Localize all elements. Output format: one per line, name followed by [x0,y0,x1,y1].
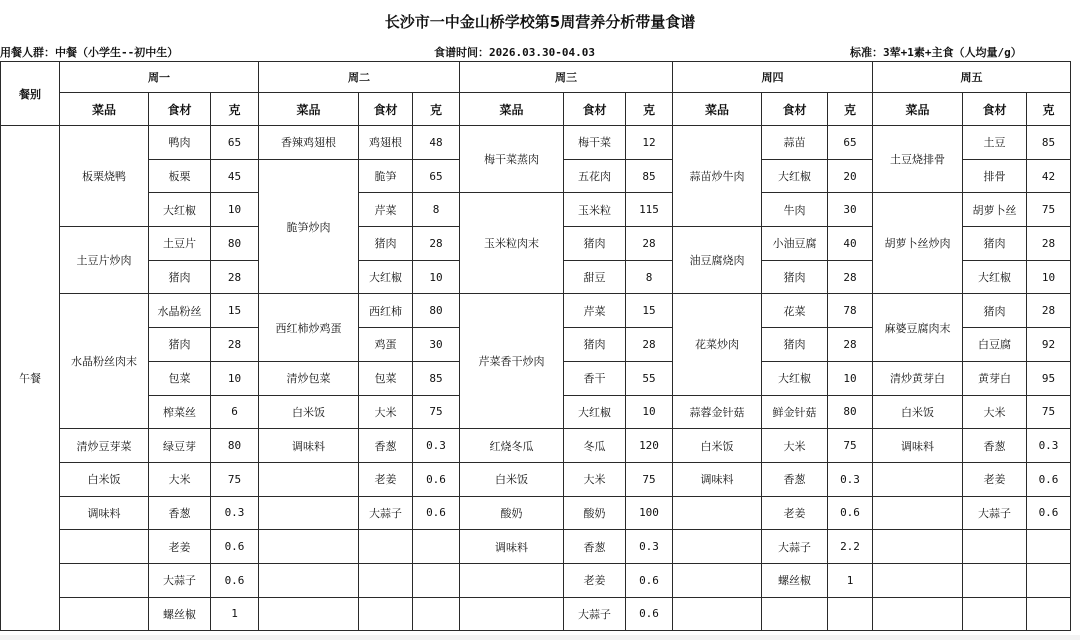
dish-cell: 白米饭 [259,395,359,429]
ingredient-cell: 牛肉 [762,193,828,227]
dish-cell: 麻婆豆腐肉末 [873,294,963,361]
weekly-menu-table [0,61,1071,631]
ingredient-cell: 大红椒 [762,361,828,395]
ingredient-cell: 芹菜 [564,294,626,328]
ingredient-cell: 老姜 [564,563,626,597]
dish-cell: 调味料 [259,429,359,463]
table-row [1,530,1071,564]
grams-cell: 0.3 [626,530,673,564]
grams-cell: 1 [828,563,873,597]
ingredient-cell: 猪肉 [359,227,413,261]
ingredient-cell: 鸭肉 [149,126,211,160]
table-row [1,462,1071,496]
day-header: 周二 [259,62,460,93]
dish-cell [259,530,359,564]
grams-column-header: 克 [828,93,873,126]
grams-cell: 48 [413,126,460,160]
grams-cell [413,563,460,597]
dish-cell [259,462,359,496]
dish-cell: 白米饭 [673,429,762,463]
dish-cell [60,597,149,631]
dish-cell [460,563,564,597]
dish-cell: 梅干菜蒸肉 [460,126,564,193]
column-header-row [1,93,1071,126]
dish-cell: 板栗烧鸭 [60,126,149,227]
grams-cell [1027,530,1071,564]
dish-cell: 芹菜香干炒肉 [460,294,564,429]
ingredient-cell: 白豆腐 [963,328,1027,362]
ingredient-cell: 大蒜子 [963,496,1027,530]
ingredient-cell [963,597,1027,631]
ingredient-cell: 香葱 [359,429,413,463]
ingredient-cell: 螺丝椒 [762,563,828,597]
grams-cell: 75 [828,429,873,463]
grams-cell: 75 [1027,395,1071,429]
ingredient-cell: 老姜 [963,462,1027,496]
ingredient-cell: 大米 [149,462,211,496]
ingredient-cell: 水晶粉丝 [149,294,211,328]
ingredient-cell: 梅干菜 [564,126,626,160]
table-row [1,193,1071,227]
grams-cell: 80 [211,429,259,463]
diner-group-label: 用餐人群：中餐（小学生--初中生） [0,46,179,59]
grams-cell: 0.6 [1027,496,1071,530]
dish-cell: 花菜炒肉 [673,294,762,395]
grams-cell: 42 [1027,159,1071,193]
ingredient-cell: 大蒜子 [564,597,626,631]
dish-cell: 胡萝卜丝炒肉 [873,193,963,294]
dish-cell: 调味料 [460,530,564,564]
dish-cell [873,462,963,496]
grams-cell: 0.6 [413,462,460,496]
ingredient-column-header: 食材 [149,93,211,126]
ingredient-cell: 香葱 [149,496,211,530]
dish-cell [873,530,963,564]
ingredient-cell: 大蒜子 [149,563,211,597]
grams-cell: 10 [413,260,460,294]
dish-column-header: 菜品 [873,93,963,126]
grams-cell: 45 [211,159,259,193]
dish-cell [60,530,149,564]
dish-cell [673,563,762,597]
ingredient-cell: 大蒜子 [762,530,828,564]
grams-cell: 55 [626,361,673,395]
grams-cell: 0.6 [626,563,673,597]
grams-cell: 85 [1027,126,1071,160]
table-row [1,563,1071,597]
ingredient-cell: 榨菜丝 [149,395,211,429]
sheet-bottom-edge [0,635,1080,640]
grams-cell: 0.6 [413,496,460,530]
ingredient-column-header: 食材 [762,93,828,126]
ingredient-cell: 胡萝卜丝 [963,193,1027,227]
grams-cell: 20 [828,159,873,193]
grams-cell: 10 [211,361,259,395]
table-row [1,597,1071,631]
dish-cell: 清炒豆芽菜 [60,429,149,463]
dish-cell: 油豆腐烧肉 [673,227,762,294]
ingredient-cell: 花菜 [762,294,828,328]
dish-cell [259,597,359,631]
grams-cell: 28 [211,260,259,294]
grams-column-header: 克 [1027,93,1071,126]
ingredient-column-header: 食材 [564,93,626,126]
table-row [1,126,1071,160]
grams-cell: 10 [626,395,673,429]
ingredient-cell: 大米 [963,395,1027,429]
portion-standard-label: 标准：3荤+1素+主食（人均量/g） [850,46,1022,59]
menu-date-label: 食谱时间：2026.03.30-04.03 [434,46,595,59]
grams-cell: 10 [828,361,873,395]
grams-cell: 100 [626,496,673,530]
grams-cell: 75 [1027,193,1071,227]
ingredient-cell: 大红椒 [762,159,828,193]
grams-cell: 80 [828,395,873,429]
grams-cell: 6 [211,395,259,429]
grams-cell: 65 [413,159,460,193]
ingredient-cell: 大红椒 [359,260,413,294]
dish-cell: 红烧冬瓜 [460,429,564,463]
grams-column-header: 克 [211,93,259,126]
dish-cell [60,563,149,597]
dish-cell: 酸奶 [460,496,564,530]
ingredient-cell [963,563,1027,597]
ingredient-cell: 鲜金针菇 [762,395,828,429]
ingredient-cell: 酸奶 [564,496,626,530]
dish-column-header: 菜品 [259,93,359,126]
dish-cell: 土豆烧排骨 [873,126,963,193]
grams-cell: 28 [828,328,873,362]
ingredient-cell: 土豆片 [149,227,211,261]
ingredient-cell: 大米 [564,462,626,496]
ingredient-cell: 玉米粒 [564,193,626,227]
ingredient-cell: 芹菜 [359,193,413,227]
grams-cell [413,530,460,564]
grams-cell [828,597,873,631]
table-row [1,429,1071,463]
grams-cell: 12 [626,126,673,160]
grams-cell: 1 [211,597,259,631]
grams-cell: 0.3 [413,429,460,463]
ingredient-cell: 西红柿 [359,294,413,328]
grams-cell: 28 [211,328,259,362]
day-header: 周三 [460,62,673,93]
ingredient-cell: 猪肉 [762,260,828,294]
ingredient-cell: 大米 [359,395,413,429]
ingredient-cell: 绿豆芽 [149,429,211,463]
grams-cell: 0.3 [1027,429,1071,463]
dish-cell: 土豆片炒肉 [60,227,149,294]
grams-cell: 0.3 [211,496,259,530]
grams-cell: 85 [413,361,460,395]
dish-cell: 脆笋炒肉 [259,159,359,294]
meal-name-cell: 午餐 [1,126,60,631]
grams-cell: 92 [1027,328,1071,362]
grams-cell: 28 [626,227,673,261]
grams-cell: 0.6 [211,563,259,597]
grams-cell: 65 [211,126,259,160]
grams-cell: 80 [413,294,460,328]
meal-column-header: 餐别 [1,62,60,126]
ingredient-cell: 板栗 [149,159,211,193]
grams-cell: 75 [626,462,673,496]
grams-cell: 78 [828,294,873,328]
ingredient-cell: 包菜 [359,361,413,395]
dish-cell [460,597,564,631]
dish-cell: 蒜苗炒牛肉 [673,126,762,227]
grams-cell: 0.6 [828,496,873,530]
grams-cell: 0.6 [211,530,259,564]
ingredient-cell: 土豆 [963,126,1027,160]
dish-cell: 调味料 [673,462,762,496]
table-row [1,294,1071,328]
grams-cell: 30 [828,193,873,227]
grams-cell: 85 [626,159,673,193]
ingredient-cell [963,530,1027,564]
dish-cell: 香辣鸡翅根 [259,126,359,160]
ingredient-cell: 香葱 [963,429,1027,463]
table-row [1,496,1071,530]
ingredient-cell: 老姜 [359,462,413,496]
grams-cell: 28 [413,227,460,261]
ingredient-cell: 猪肉 [762,328,828,362]
grams-cell: 120 [626,429,673,463]
ingredient-cell: 甜豆 [564,260,626,294]
dish-column-header: 菜品 [673,93,762,126]
dish-cell [873,563,963,597]
page-title: 长沙市一中金山桥学校第5周营养分析带量食谱 [384,13,696,31]
grams-cell: 2.2 [828,530,873,564]
grams-cell: 0.3 [828,462,873,496]
grams-cell: 40 [828,227,873,261]
dish-cell: 西红柿炒鸡蛋 [259,294,359,361]
ingredient-cell: 螺丝椒 [149,597,211,631]
dish-cell [259,496,359,530]
dish-column-header: 菜品 [60,93,149,126]
grams-cell: 95 [1027,361,1071,395]
grams-cell: 0.6 [626,597,673,631]
ingredient-column-header: 食材 [963,93,1027,126]
ingredient-cell: 黄芽白 [963,361,1027,395]
dish-cell: 白米饭 [460,462,564,496]
day-header: 周四 [673,62,873,93]
ingredient-cell: 小油豆腐 [762,227,828,261]
grams-cell: 8 [626,260,673,294]
dish-cell: 白米饭 [873,395,963,429]
ingredient-cell: 香干 [564,361,626,395]
dish-cell [673,530,762,564]
day-header-row [1,62,1071,93]
grams-cell: 10 [1027,260,1071,294]
ingredient-cell: 冬瓜 [564,429,626,463]
ingredient-cell [359,597,413,631]
grams-column-header: 克 [413,93,460,126]
grams-cell: 0.6 [1027,462,1071,496]
grams-cell: 65 [828,126,873,160]
grams-cell: 28 [828,260,873,294]
grams-cell: 8 [413,193,460,227]
grams-cell: 15 [211,294,259,328]
ingredient-cell: 老姜 [149,530,211,564]
grams-cell: 28 [1027,294,1071,328]
ingredient-cell: 大米 [762,429,828,463]
grams-column-header: 克 [626,93,673,126]
ingredient-column-header: 食材 [359,93,413,126]
dish-cell: 清炒黄芽白 [873,361,963,395]
ingredient-cell: 鸡蛋 [359,328,413,362]
dish-cell: 蒜蓉金针菇 [673,395,762,429]
dish-cell: 调味料 [873,429,963,463]
ingredient-cell: 蒜苗 [762,126,828,160]
grams-cell: 115 [626,193,673,227]
ingredient-cell: 大红椒 [149,193,211,227]
ingredient-cell: 大红椒 [564,395,626,429]
ingredient-cell: 排骨 [963,159,1027,193]
ingredient-cell: 猪肉 [564,227,626,261]
grams-cell: 75 [211,462,259,496]
grams-cell: 80 [211,227,259,261]
ingredient-cell: 大红椒 [963,260,1027,294]
grams-cell: 28 [1027,227,1071,261]
dish-cell: 白米饭 [60,462,149,496]
grams-cell [413,597,460,631]
ingredient-cell: 大蒜子 [359,496,413,530]
dish-column-header: 菜品 [460,93,564,126]
dish-cell [259,563,359,597]
ingredient-cell: 五花肉 [564,159,626,193]
dish-cell: 清炒包菜 [259,361,359,395]
grams-cell [1027,563,1071,597]
dish-cell: 水晶粉丝肉末 [60,294,149,429]
ingredient-cell: 包菜 [149,361,211,395]
dish-cell [673,496,762,530]
grams-cell: 15 [626,294,673,328]
ingredient-cell: 香葱 [762,462,828,496]
day-header: 周一 [60,62,259,93]
ingredient-cell: 猪肉 [963,227,1027,261]
grams-cell: 28 [626,328,673,362]
grams-cell: 75 [413,395,460,429]
ingredient-cell: 猪肉 [149,260,211,294]
grams-cell: 30 [413,328,460,362]
ingredient-cell [359,563,413,597]
ingredient-cell: 老姜 [762,496,828,530]
dish-cell: 调味料 [60,496,149,530]
ingredient-cell [762,597,828,631]
dish-cell [673,597,762,631]
ingredient-cell: 猪肉 [149,328,211,362]
ingredient-cell: 脆笋 [359,159,413,193]
dish-cell [873,496,963,530]
grams-cell [1027,597,1071,631]
ingredient-cell [359,530,413,564]
grams-cell: 10 [211,193,259,227]
ingredient-cell: 猪肉 [963,294,1027,328]
ingredient-cell: 鸡翅根 [359,126,413,160]
dish-cell [873,597,963,631]
dish-cell: 玉米粒肉末 [460,193,564,294]
day-header: 周五 [873,62,1071,93]
ingredient-cell: 香葱 [564,530,626,564]
ingredient-cell: 猪肉 [564,328,626,362]
